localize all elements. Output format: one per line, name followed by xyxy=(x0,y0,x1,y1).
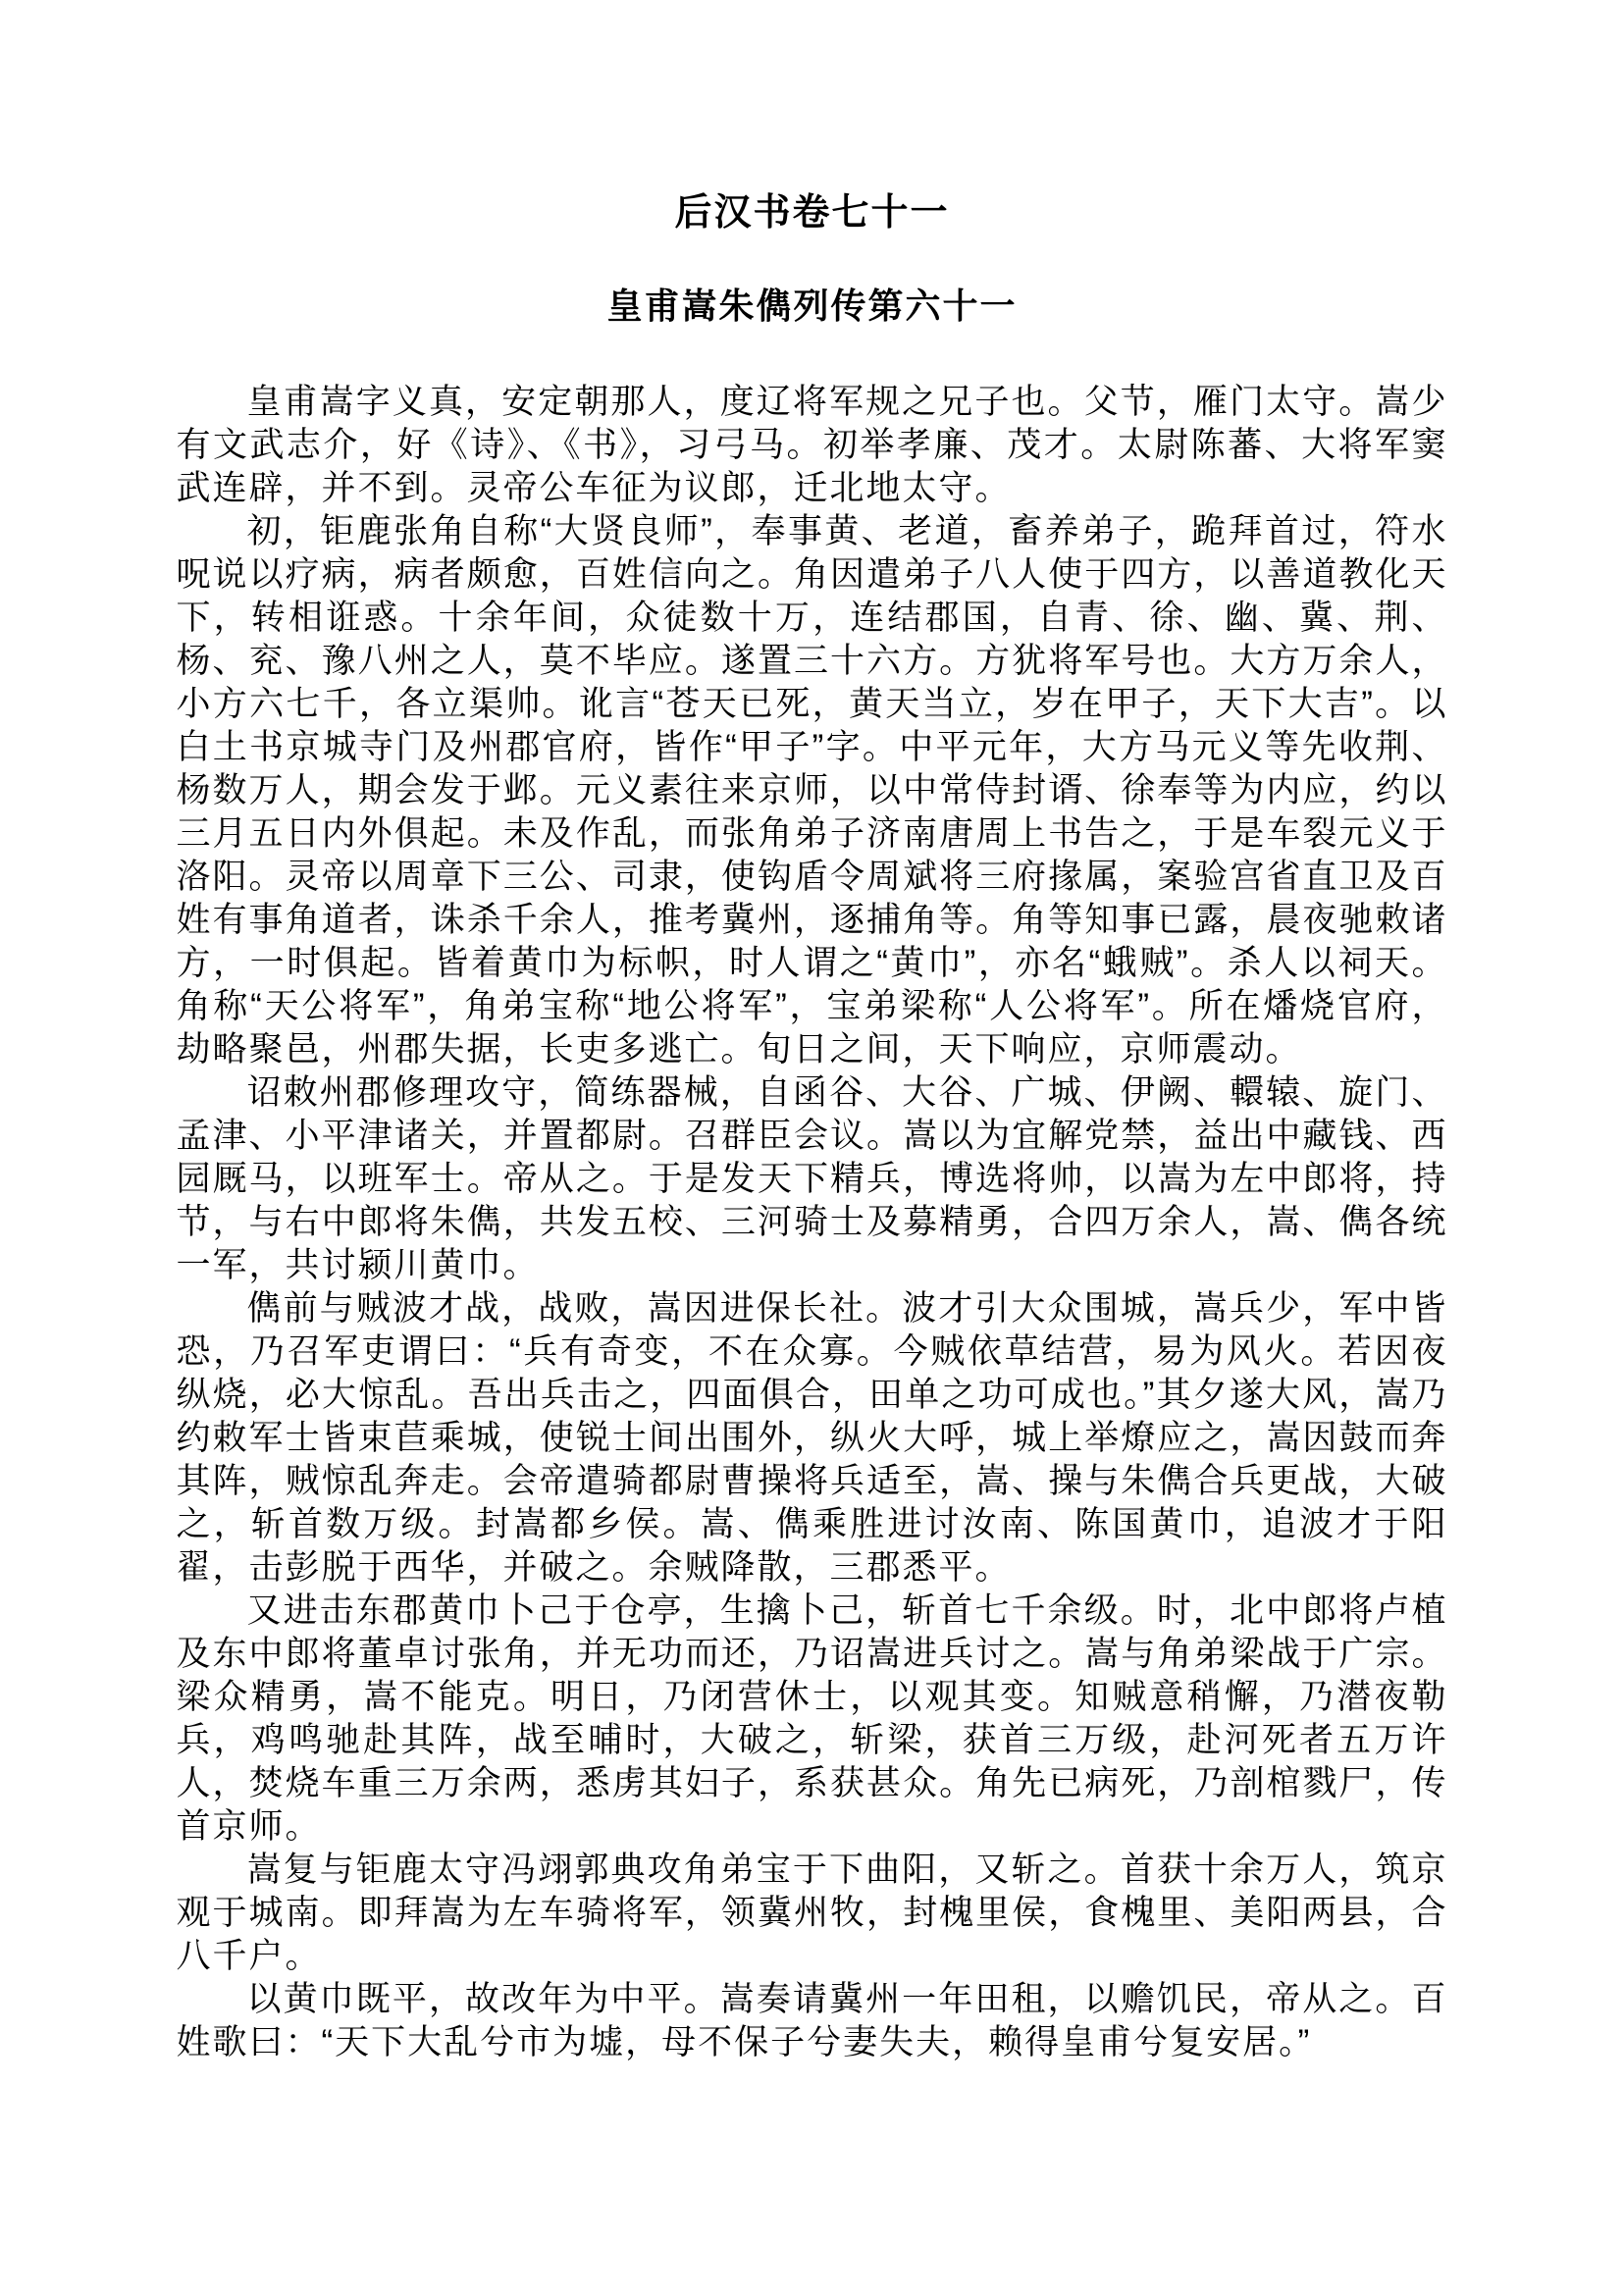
document-content xyxy=(177,0,1448,2064)
paragraph: 诏敕州郡修理攻守，简练器械，自函谷、大谷、广城、伊阙、轘辕、旋门、孟津、小平津诸关，并置都尉。召群臣会议。嵩以为宜解党禁，益出中藏钱、西园厩马，以班军士。帝从之。于是发天下精兵，博选将帅，以嵩为左中郎将，持节，与右中郎将朱儁，共发五校、三河骑士及募精勇，合四万余人，嵩、儁各统一军，共讨颍川黄巾。 xyxy=(176,1073,1448,1284)
paragraph: 初，钜鹿张角自称“大贤良师”，奉事黄、老道，畜养弟子，跪拜首过，符水呪说以疗病，病者颇愈，百姓信向之。角因遣弟子八人使于四方，以善道教化天下，转相诳惑。十余年间，众徒数十万，连结郡国，自青、徐、幽、冀、荆、杨、兖、豫八州之人，莫不毕应。遂置三十六方。方犹将军号也。大方万余人，小方六七千，各立渠帅。讹言“苍天已死，黄天当立，岁在甲子，天下大吉”。以白土书京城寺门及州郡官府，皆作“甲子”字。中平元年，大方马元义等先收荆、杨数万人，期会发于邺。元义素往来京师，以中常侍封谞、徐奉等为内应，约以三月五日内外俱起。未及作乱，而张角弟子济南唐周上书告之，于是车裂元义于洛阳。灵帝以周章下三公、司隶，使钩盾令周斌将三府掾属，案验宫省直卫及百姓有事角道者，诛杀千余人，推考冀州，逐捕角等。角等知事已露，晨夜驰敕诸方，一时俱起。皆着黄巾为标帜，时人谓之“黄巾”，亦名“蛾贼”。杀人以祠天。角称“天公将军”，角弟宝称“地公将军”，宝弟梁称“人公将军”。所在燔烧官府，劫略聚邑，州郡失据，长吏多逃亡。旬日之间，天下响应，京师震动。 xyxy=(176,512,1448,1069)
page-title: 后汉书卷七十一 xyxy=(674,192,950,234)
page-subtitle: 皇甫嵩朱儁列传第六十一 xyxy=(606,286,1018,326)
paragraph: 儁前与贼波才战，战败，嵩因进保长社。波才引大众围城，嵩兵少，军中皆恐，乃召军吏谓曰：“兵有奇变，不在众寡。今贼依草结营，易为风火。若因夜纵烧，必大惊乱。吾出兵击之，四面俱合，田单之功可成也。”其夕遂大风，嵩乃约敕军士皆束苣乘城，使锐士间出围外，纵火大呼，城上举燎应之，嵩因鼓而奔其阵，贼惊乱奔走。会帝遣骑都尉曹操将兵适至，嵩、操与朱儁合兵更战，大破之，斩首数万级。封嵩都乡侯。嵩、儁乘胜进讨汝南、陈国黄巾，追波才于阳翟，击彭脱于西华，并破之。余贼降散，三郡悉平。 xyxy=(176,1289,1448,1587)
paragraph: 皇甫嵩字义真，安定朝那人，度辽将军规之兄子也。父节，雁门太守。嵩少有文武志介，好《诗》、《书》，习弓马。初举孝廉、茂才。太尉陈蕃、大将军窦武连辟，并不到。灵帝公车征为议郎，迁北地太守。 xyxy=(176,383,1448,507)
paragraph: 嵩复与钜鹿太守冯翊郭典攻角弟宝于下曲阳，又斩之。首获十余万人，筑京观于城南。即拜嵩为左车骑将军，领冀州牧，封槐里侯，食槐里、美阳两县，合八千户。 xyxy=(176,1851,1448,1975)
paragraph: 又进击东郡黄巾卜己于仓亭，生擒卜己，斩首七千余级。时，北中郎将卢植及东中郎将董卓讨张角，并无功而还，乃诏嵩进兵讨之。嵩与角弟梁战于广宗。梁众精勇，嵩不能克。明日，乃闭营休士，以观其变。知贼意稍懈，乃潜夜勒兵，鸡鸣驰赴其阵，战至晡时，大破之，斩梁，获首三万级，赴河死者五万许人，焚烧车重三万余两，悉虏其妇子，系获甚众。角先已病死，乃剖棺戮尸，传首京师。 xyxy=(176,1591,1448,1846)
paragraph: 以黄巾既平，故改年为中平。嵩奏请冀州一年田租，以赡饥民，帝从之。百姓歌曰：“天下大乱兮市为墟，母不保子兮妻失夫，赖得皇甫兮复安居。” xyxy=(176,1980,1448,2061)
body-text xyxy=(177,381,1448,2064)
